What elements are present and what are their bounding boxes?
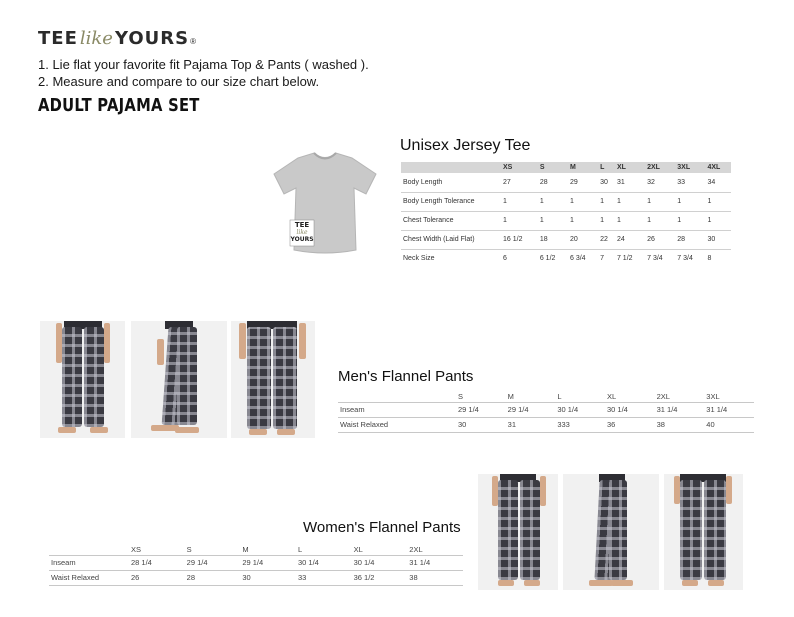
- table-cell: 33: [675, 173, 705, 192]
- mens-pants-photo-side: [131, 321, 227, 438]
- table-cell: 8: [707, 255, 712, 263]
- table-cell: 29 1/4: [506, 402, 556, 417]
- womens-size-table: [49, 544, 463, 586]
- row-label: Chest Tolerance: [401, 211, 501, 230]
- table-cell: 20: [568, 230, 598, 249]
- table-row: [401, 249, 731, 268]
- tee-size-header: 4XL: [705, 162, 731, 173]
- table-cell: 1: [705, 192, 731, 211]
- row-label: Neck Size: [403, 255, 435, 263]
- table-row: [401, 211, 731, 230]
- tee-size-header: L: [598, 162, 615, 173]
- logo-word-tee: TEE: [38, 28, 78, 49]
- table-cell: 22: [598, 230, 615, 249]
- table-cell: 16 1/2: [501, 230, 538, 249]
- table-cell: 1: [568, 211, 598, 230]
- womens-size-header: XL: [352, 544, 408, 555]
- row-label: Chest Width (Laid Flat): [401, 230, 501, 249]
- table-cell: 27: [501, 173, 538, 192]
- tee-size-header: XL: [615, 162, 645, 173]
- tee-size-header: M: [568, 162, 598, 173]
- row-label: Waist Relaxed: [338, 417, 456, 432]
- table-cell: 31 1/4: [407, 555, 463, 570]
- mens-size-table: [338, 391, 754, 433]
- registered-mark: ®: [190, 37, 196, 46]
- shirt-tag: [290, 220, 314, 246]
- womens-pants-photo-side: [563, 474, 659, 590]
- logo-word-yours: YOURS: [114, 28, 190, 49]
- table-cell: 6 3/4: [570, 255, 586, 263]
- table-cell: 7 1/2: [616, 255, 633, 263]
- tee-section-title: Unisex Jersey Tee: [400, 137, 531, 154]
- table-cell: 33: [296, 570, 352, 585]
- tee-size-header: XS: [501, 162, 538, 173]
- shirt-tag-line-1: TEE: [294, 221, 310, 229]
- table-cell: 26: [129, 570, 185, 585]
- table-cell: 1: [598, 211, 615, 230]
- logo-word-like: like: [79, 28, 113, 49]
- tee-size-table: [401, 162, 731, 268]
- mens-size-header: M: [506, 391, 556, 402]
- table-cell: 34: [705, 173, 731, 192]
- table-row: [49, 555, 463, 570]
- table-cell: 30: [456, 417, 506, 432]
- womens-size-header: S: [185, 544, 241, 555]
- womens-pants-photo-back: [664, 474, 743, 590]
- instruction-step-1: 1. Lie flat your favorite fit Pajama Top & Pants ( washed ).: [38, 57, 369, 72]
- mens-size-header: S: [456, 391, 506, 402]
- table-cell: 30: [240, 570, 296, 585]
- table-row: [338, 402, 754, 417]
- shirt-tag-line-2: like: [296, 229, 308, 236]
- table-row: [401, 192, 731, 211]
- tshirt-image: [270, 150, 380, 260]
- table-row: [338, 417, 754, 432]
- table-cell: 1: [615, 192, 645, 211]
- table-cell: 31: [506, 417, 556, 432]
- table-cell: 1: [538, 211, 568, 230]
- table-cell: 30: [598, 173, 615, 192]
- row-label: Inseam: [49, 555, 129, 570]
- row-label: Inseam: [338, 402, 456, 417]
- table-cell: 6 1/2: [539, 255, 556, 263]
- table-cell: 29 1/4: [456, 402, 506, 417]
- table-cell: 18: [538, 230, 568, 249]
- table-cell: 38: [655, 417, 705, 432]
- table-cell: 333: [555, 417, 605, 432]
- table-cell: 31 1/4: [655, 402, 705, 417]
- table-cell: 7 3/4: [677, 255, 693, 263]
- table-cell: 30 1/4: [605, 402, 655, 417]
- mens-pants-photo-back: [231, 321, 315, 438]
- table-cell: 1: [705, 211, 731, 230]
- tee-size-header: S: [538, 162, 568, 173]
- tee-size-header: 2XL: [645, 162, 675, 173]
- row-label: Body Length Tolerance: [401, 192, 501, 211]
- mens-header-row: [338, 391, 754, 402]
- table-cell: 38: [407, 570, 463, 585]
- row-label: Waist Relaxed: [49, 570, 129, 585]
- mens-size-header: 2XL: [655, 391, 705, 402]
- table-cell: 31 1/4: [704, 402, 754, 417]
- mens-header-blank: [338, 391, 456, 402]
- table-cell: 1: [598, 192, 615, 211]
- table-cell: 1: [568, 192, 598, 211]
- womens-section-title: Women's Flannel Pants: [303, 519, 461, 536]
- table-cell: 1: [501, 211, 538, 230]
- row-label: Body Length: [401, 173, 501, 192]
- tee-header-blank: [401, 162, 501, 173]
- mens-section-title: Men's Flannel Pants: [338, 368, 474, 385]
- table-cell: 1: [645, 192, 675, 211]
- table-cell: 1: [645, 211, 675, 230]
- womens-size-header: XS: [129, 544, 185, 555]
- table-cell: 26: [645, 230, 675, 249]
- tee-size-header: 3XL: [675, 162, 705, 173]
- mens-size-header: XL: [605, 391, 655, 402]
- womens-size-header: M: [240, 544, 296, 555]
- table-cell: 28 1/4: [129, 555, 185, 570]
- table-cell: 1: [675, 192, 705, 211]
- table-cell: 1: [501, 192, 538, 211]
- table-cell: 30 1/4: [555, 402, 605, 417]
- table-row: [49, 570, 463, 585]
- table-row: [401, 173, 731, 192]
- womens-header-blank: [49, 544, 129, 555]
- womens-pants-photo-front: [478, 474, 558, 590]
- mens-pants-photo-front: [40, 321, 125, 438]
- instruction-step-2: 2. Measure and compare to our size chart below.: [38, 74, 320, 89]
- table-cell: 28: [675, 230, 705, 249]
- table-cell: 29: [568, 173, 598, 192]
- table-row: [401, 230, 731, 249]
- womens-header-row: [49, 544, 463, 555]
- table-cell: 1: [615, 211, 645, 230]
- mens-size-header: L: [555, 391, 605, 402]
- shirt-tag-line-3: YOURS: [290, 236, 314, 243]
- table-cell: 7: [600, 255, 605, 263]
- mens-size-header: 3XL: [704, 391, 754, 402]
- table-cell: 6: [503, 255, 507, 263]
- table-cell: 28: [538, 173, 568, 192]
- table-cell: 28: [185, 570, 241, 585]
- womens-size-header: L: [296, 544, 352, 555]
- table-cell: 31: [615, 173, 645, 192]
- table-cell: 40: [704, 417, 754, 432]
- table-cell: 24: [615, 230, 645, 249]
- table-cell: 32: [645, 173, 675, 192]
- table-cell: 1: [538, 192, 568, 211]
- table-cell: 29 1/4: [185, 555, 241, 570]
- womens-size-header: 2XL: [407, 544, 463, 555]
- table-cell: 1: [675, 211, 705, 230]
- table-cell: 30 1/4: [296, 555, 352, 570]
- table-cell: 29 1/4: [240, 555, 296, 570]
- table-cell: 7 3/4: [647, 255, 663, 263]
- table-cell: 30: [705, 230, 731, 249]
- brand-logo: [38, 28, 196, 50]
- page-heading: ADULT PAJAMA SET: [38, 95, 200, 116]
- table-cell: 30 1/4: [352, 555, 408, 570]
- tee-header-row: [401, 162, 731, 173]
- table-cell: 36: [605, 417, 655, 432]
- table-cell: 36 1/2: [352, 570, 408, 585]
